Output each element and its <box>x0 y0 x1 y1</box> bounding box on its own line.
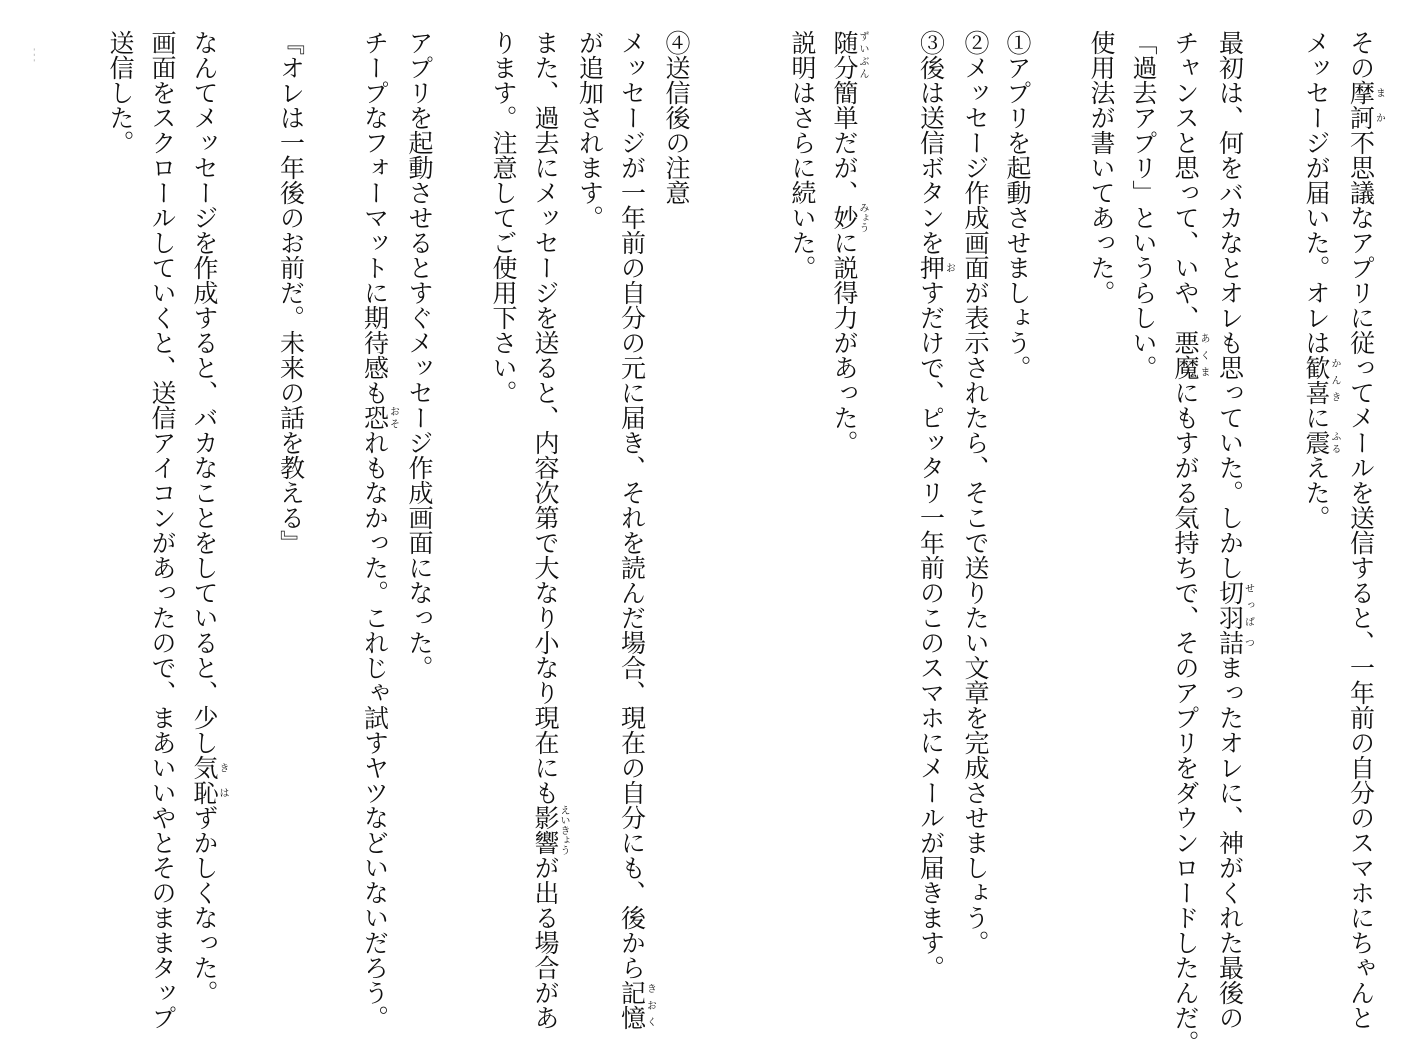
blank-line <box>868 30 910 975</box>
ruby-reading: かんき <box>1329 355 1340 405</box>
text-line <box>1164 30 1209 1055</box>
text-segment: 不思議なアプリに従ってメールを送信すると、一年前の自分のスマホにちゃんと <box>1346 130 1376 1030</box>
text-segment: 説明はさらに続いた。 <box>788 30 817 280</box>
text-line <box>910 30 955 980</box>
ruby-base: 影響 <box>531 805 560 855</box>
text-line <box>1340 30 1385 1030</box>
ruby-word <box>1302 355 1340 405</box>
text-segment: ります。注意してご使用下さい。 <box>489 30 518 405</box>
ruby-word <box>916 255 955 280</box>
text-line <box>781 30 823 975</box>
text-line <box>569 30 611 975</box>
blank-line <box>697 30 739 975</box>
ruby-base: 記憶 <box>617 980 647 1030</box>
text-line <box>524 30 569 1030</box>
text-line <box>954 30 996 975</box>
ruby-word <box>830 30 868 80</box>
text-segment: 「過去アプリ」というらしい。 <box>1129 30 1158 380</box>
text-segment: 簡単だが、 <box>830 80 859 205</box>
text-segment: また、過去にメッセージを送ると、内容次第で大なり小なり現在にも <box>531 30 560 805</box>
blank-line <box>1253 30 1295 975</box>
ruby-reading: あくま <box>1198 330 1209 380</box>
text-segment: まったオレに、神がくれた最後の <box>1215 655 1245 1030</box>
text-segment: ②メッセージ作成画面が表示されたら、そこで送りたい文章を完成させましょう。 <box>961 30 990 955</box>
text-line <box>996 30 1038 975</box>
text-segment: が出る場合があ <box>531 855 560 1030</box>
ruby-reading: おそ <box>387 405 399 430</box>
text-line <box>99 30 141 975</box>
text-segment: れもなかった。これじゃ試すヤツなどいないだろう。 <box>360 430 390 1030</box>
ruby-word <box>617 980 656 1030</box>
text-line <box>398 30 440 975</box>
text-segment: に説得力があった。 <box>830 230 859 455</box>
text-segment: 送信した。 <box>106 30 135 155</box>
ruby-base: 随分 <box>830 30 859 80</box>
ruby-word <box>531 805 569 855</box>
ruby-reading: せっぱ <box>1242 580 1254 630</box>
text-line <box>354 30 399 1030</box>
ruby-word <box>1302 430 1340 455</box>
ruby-word <box>1215 580 1254 630</box>
text-segment: が追加されます。 <box>575 30 605 230</box>
ruby-word <box>360 405 399 430</box>
text-line <box>1122 30 1164 975</box>
ruby-base: 摩訶 <box>1346 80 1376 130</box>
text-line <box>1295 30 1340 975</box>
text-segment: チャンスと思って、いや、 <box>1171 30 1200 330</box>
text-line <box>823 30 868 975</box>
ruby-base: 気恥 <box>190 755 219 805</box>
ruby-base: 悪魔 <box>1171 330 1200 380</box>
text-segment: に <box>1302 405 1331 430</box>
text-segment: すだけで、ピッタリ一年前のこのスマホにメールが届きます。 <box>916 280 946 980</box>
blank-line <box>312 30 354 975</box>
text-segment: アプリを起動させるとすぐメッセージ作成画面になった。 <box>405 30 434 680</box>
blank-line <box>440 30 482 975</box>
text-segment: 画面をスクロールしていくと、送信アイコンがあったので、まあいいやとそのままタップ <box>148 30 177 1030</box>
ruby-word <box>1215 630 1254 655</box>
page-number-mark: - - - <box>30 48 39 62</box>
ruby-base: 震 <box>1302 430 1331 455</box>
ruby-reading: きは <box>217 755 228 805</box>
text-segment: 使用法が書いてあった。 <box>1087 30 1116 305</box>
ruby-base: 歓喜 <box>1302 355 1331 405</box>
ruby-reading: みょう <box>857 202 868 233</box>
text-line <box>655 30 697 975</box>
blank-line <box>1038 30 1080 975</box>
ruby-word <box>1171 330 1209 380</box>
text-line <box>1209 30 1254 1030</box>
text-segment: その <box>1346 30 1376 80</box>
ruby-reading: ずいぶん <box>857 30 868 80</box>
text-line <box>1080 30 1122 975</box>
ruby-reading: えいきょう <box>558 805 569 855</box>
text-segment: 最初は、何をバカなとオレも思っていた。しかし <box>1215 30 1245 580</box>
ruby-reading: まか <box>1373 80 1385 130</box>
text-segment: ずかしくなった。 <box>190 805 219 1005</box>
text-segment: チープなフォーマットに期待感も <box>360 30 390 405</box>
text-line <box>270 30 312 975</box>
ruby-base: 押 <box>916 255 946 280</box>
ruby-reading: きおく <box>644 980 656 1030</box>
ruby-word <box>1346 80 1385 130</box>
ruby-reading: お <box>943 255 955 280</box>
text-line <box>183 30 228 1005</box>
text-segment: ③後は送信ボタンを <box>916 30 946 255</box>
vertical-text-body <box>44 30 1385 1055</box>
text-segment: ④送信後の注意 <box>662 30 691 205</box>
ruby-base: 恐 <box>360 405 390 430</box>
text-segment: なんてメッセージを作成すると、バカなことをしていると、少し <box>190 30 219 755</box>
blank-line <box>739 30 781 975</box>
text-segment: にもすがる気持ちで、そのアプリをダウンロードしたんだ。 <box>1171 380 1200 1055</box>
ruby-base: 切羽 <box>1215 580 1245 630</box>
text-segment: メッセージが一年前の自分の元に届き、それを読んだ場合、現在の自分にも、後から <box>617 30 647 980</box>
ruby-base: 妙 <box>830 202 859 233</box>
text-segment: 『オレは一年後のお前だ。未来の話を教える』 <box>276 30 306 555</box>
text-line <box>482 30 524 975</box>
ruby-word <box>190 755 228 805</box>
text-line <box>141 30 183 1030</box>
ruby-word <box>830 202 868 233</box>
ruby-base: 詰 <box>1215 630 1245 655</box>
text-segment: メッセージが届いた。オレは <box>1302 30 1331 355</box>
ruby-reading: つ <box>1242 630 1254 655</box>
text-segment: えた。 <box>1302 455 1331 530</box>
text-line <box>611 30 656 1030</box>
ruby-reading: ふる <box>1329 430 1340 455</box>
blank-line <box>228 30 270 975</box>
text-segment: ①アプリを起動させましょう。 <box>1003 30 1032 380</box>
